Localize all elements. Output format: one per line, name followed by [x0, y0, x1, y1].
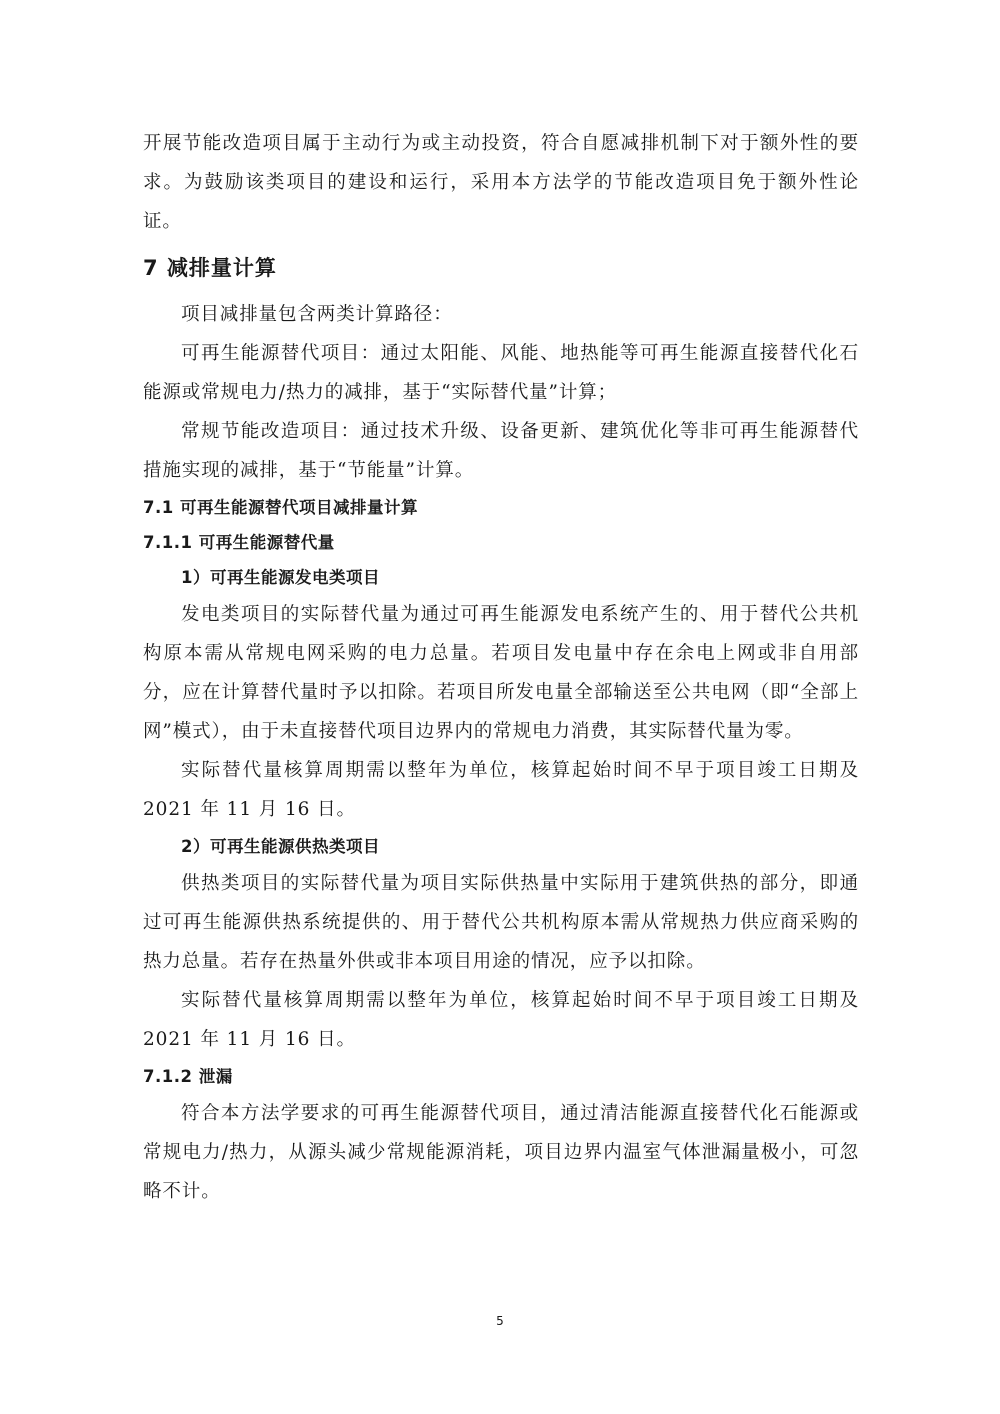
page-number: 5 — [496, 1314, 504, 1328]
paragraph-power-period: 实际替代量核算周期需以整年为单位，核算起始时间不早于项目竣工日期及2021 年 11 月 16 日。 — [143, 760, 859, 820]
paragraph-heating-period: 实际替代量核算周期需以整年为单位，核算起始时间不早于项目竣工日期及2021 年 11 月 16 日。 — [143, 990, 859, 1050]
paragraph-renewable-path: 可再生能源替代项目：通过太阳能、风能、地热能等可再生能源直接替代化石能源或常规电力/热力的减排，基于“实际替代量”计算； — [143, 343, 859, 403]
paragraph-power-substitution: 发电类项目的实际替代量为通过可再生能源发电系统产生的、用于替代公共机构原本需从常规电网采购的电力总量。若项目发电量中存在余电上网或非自用部分，应在计算替代量时予以扣除。若项目所发电量全部输送至公共电网（即“全部上网”模式），由于未直接替代项目边界内的常规电力消费，其实际替代量为零。 — [143, 604, 859, 742]
subheading-heating-projects: 2）可再生能源供热类项目 — [181, 837, 380, 856]
section-heading-7-1-2: 7.1.2 泄漏 — [143, 1067, 233, 1086]
document-body — [143, 124, 859, 1211]
section-heading-7-1-1: 7.1.1 可再生能源替代量 — [143, 533, 335, 552]
section-heading-7: 7 减排量计算 — [143, 256, 277, 280]
section-heading-7-1: 7.1 可再生能源替代项目减排量计算 — [143, 498, 418, 517]
paragraph-heating-substitution: 供热类项目的实际替代量为项目实际供热量中实际用于建筑供热的部分，即通过可再生能源供热系统提供的、用于替代公共机构原本需从常规热力供应商采购的热力总量。若存在热量外供或非本项目用途的情况，应予以扣除。 — [143, 873, 859, 972]
paragraph-calc-paths: 项目减排量包含两类计算路径： — [181, 304, 453, 325]
paragraph-additionality: 开展节能改造项目属于主动行为或主动投资，符合自愿减排机制下对于额外性的要求。为鼓励该类项目的建设和运行，采用本方法学的节能改造项目免于额外性论证。 — [143, 133, 859, 232]
paragraph-leakage: 符合本方法学要求的可再生能源替代项目，通过清洁能源直接替代化石能源或常规电力/热力，从源头减少常规能源消耗，项目边界内温室气体泄漏量极小，可忽略不计。 — [143, 1103, 859, 1202]
paragraph-conventional-path: 常规节能改造项目：通过技术升级、设备更新、建筑优化等非可再生能源替代措施实现的减排，基于“节能量”计算。 — [143, 421, 859, 481]
subheading-power-projects: 1）可再生能源发电类项目 — [181, 568, 380, 587]
